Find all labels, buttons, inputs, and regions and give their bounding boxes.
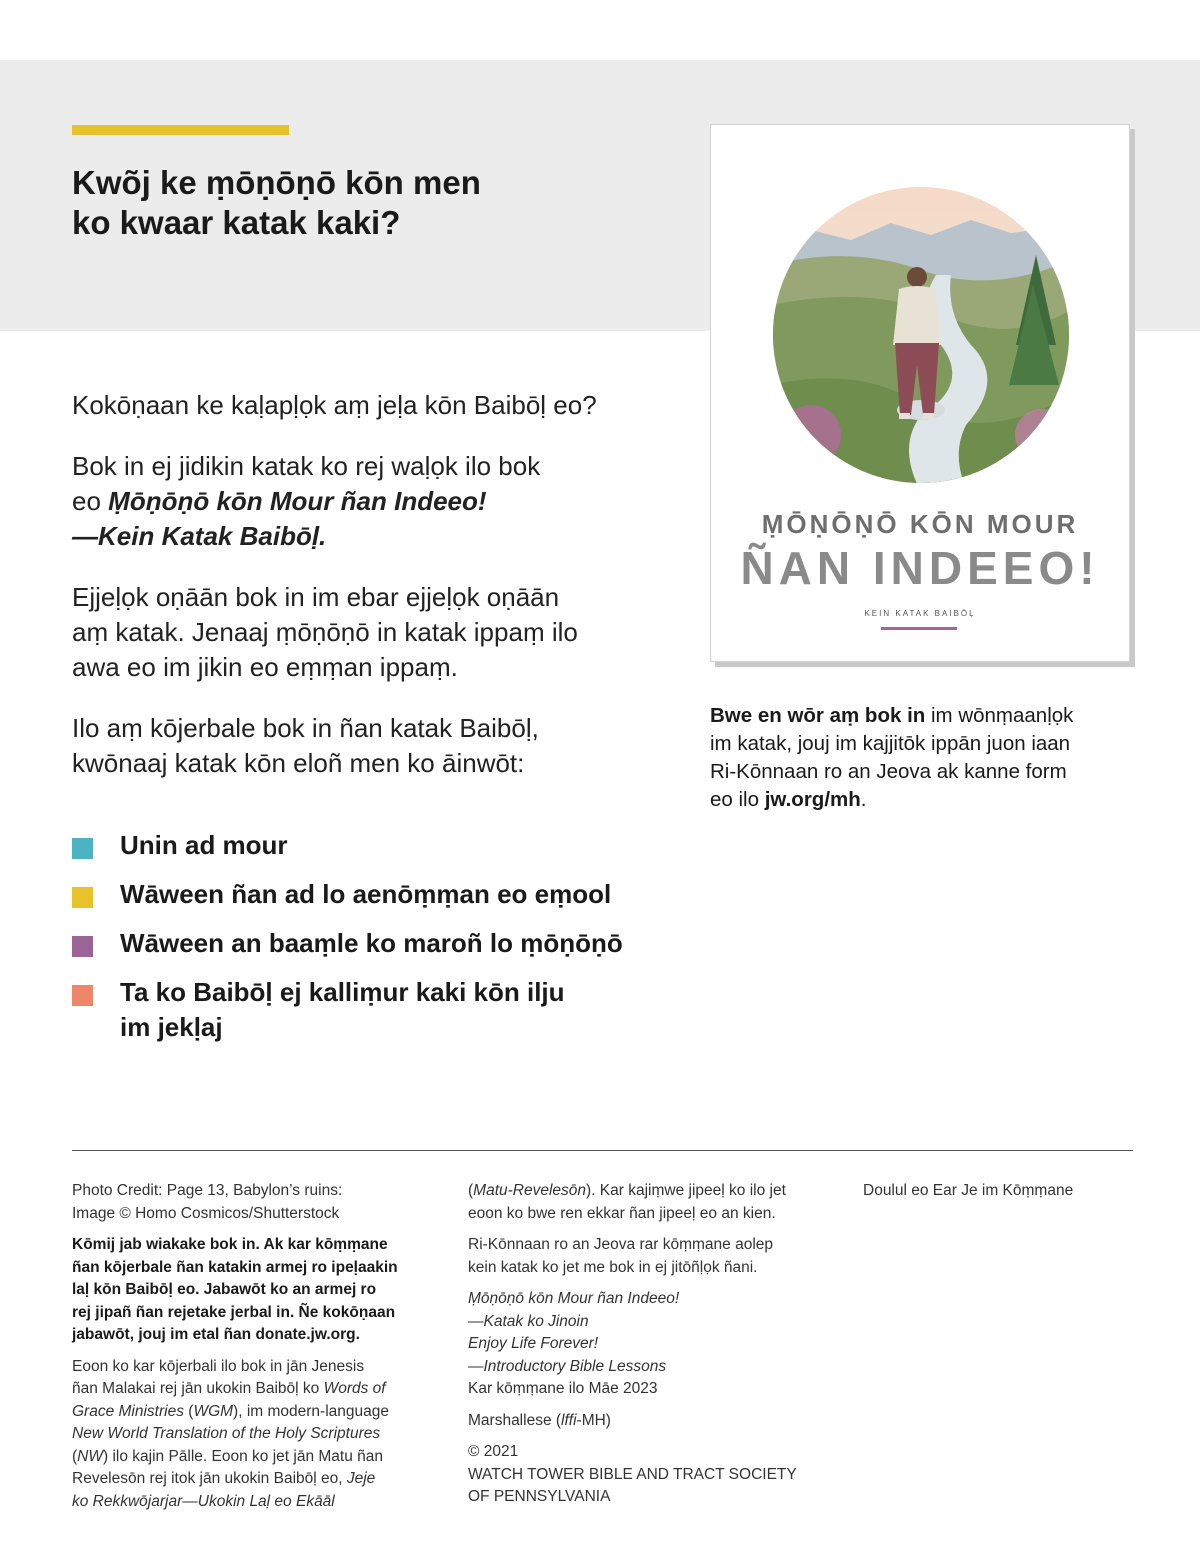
text-run: WGM [193, 1402, 234, 1420]
text-run: Revelesōn rej itok jān ukokin Baibōḷ eo, [72, 1470, 347, 1487]
translation-line: New World Translation of the Holy Scriptures [72, 1425, 381, 1442]
list-item [72, 877, 672, 912]
text-run: Matu-Revelesōn [473, 1182, 587, 1199]
text-run: Words of [323, 1380, 386, 1397]
book-subtitle: —Kein Katak Baibōḷ. [72, 521, 327, 551]
yellow-square-icon [72, 887, 93, 908]
footer-divider [72, 1150, 1133, 1151]
intro-line: Bok in ej jidikin katak ko rej waḷọk ilo bok [72, 451, 541, 481]
list-item [72, 926, 672, 961]
intro-line [72, 484, 672, 519]
cta-suffix: . [860, 788, 867, 811]
cta-line [710, 702, 1130, 730]
translation-line [72, 1468, 442, 1491]
footer-line: —Katak ko Jinoin [468, 1312, 589, 1330]
copyright [468, 1441, 838, 1509]
donation-line: Kōmij jab wiakake bok in. Ak kar kōṃṃane [72, 1236, 388, 1253]
cta-line [710, 786, 1130, 814]
publisher-note [468, 1234, 838, 1279]
footer-column-3 [863, 1180, 1143, 1212]
coral-square-icon [72, 985, 93, 1006]
footer-line: eoon ko bwe ren ekkar ñan jipeeḷ eo an kien. [468, 1204, 776, 1222]
request-text [710, 702, 1130, 814]
publisher-credit: Doulul eo Ear Je im Kōṃṃane [863, 1182, 1074, 1199]
translation-line [72, 1378, 442, 1401]
intro-line: kwōnaaj katak kōn eloñ men ko āinwōt: [72, 748, 525, 778]
intro-line: Ilo aṃ kōjerbale bok in ñan katak Baibōḷ, [72, 713, 539, 743]
intro-free-paragraph [72, 580, 672, 685]
footer-line: © 2021 [468, 1443, 519, 1460]
footer-column-1 [72, 1180, 442, 1522]
translation-note-cont [468, 1180, 838, 1225]
text-run: NW [77, 1447, 103, 1465]
footer-line: WATCH TOWER BIBLE AND TRACT SOCIETY [468, 1465, 797, 1483]
language-info [468, 1410, 838, 1433]
title-line: Kwõj ke ṃōṇōṇō kōn men [72, 164, 481, 201]
translation-line [72, 1446, 442, 1469]
footer-line: —Introductory Bible Lessons [468, 1357, 667, 1375]
footer-line [468, 1180, 838, 1203]
intro-line: Ejjeḷọk oṇāān bok in im ebar ejjeḷọk oṇāān [72, 582, 560, 612]
cover-title-line1: ṂŌṆŌṆŌ KŌN MOUR [761, 509, 1079, 539]
list-item [72, 975, 672, 1045]
teal-square-icon [72, 838, 93, 859]
translation-line: Eoon ko kar kōjerbali ilo bok in jān Jenesis [72, 1357, 365, 1375]
topic-label: im jekḷaj [120, 1012, 223, 1042]
topic-label: Ta ko Baibōḷ ej kalliṃur kaki kōn ilju [120, 977, 565, 1007]
footer-line: kein katak ko jet me bok in ej jitōñḷọk ñani. [468, 1258, 758, 1276]
photo-credit [72, 1180, 442, 1225]
text-run: ), im modern-language [233, 1402, 389, 1420]
topic-list [72, 828, 672, 1059]
book-title: Ṃōṇōṇō kōn Mour ñan Indeeo! [108, 486, 487, 516]
footer-line: Ri-Kōnnaan ro an Jeova rar kōṃṃane aolep [468, 1236, 774, 1253]
topic-label: Unin ad mour [120, 830, 288, 860]
page-title [72, 163, 672, 243]
text-run: -MH) [576, 1411, 611, 1429]
footer-line: Enjoy Life Forever! [468, 1335, 599, 1352]
text-run: ). Kar kajiṃwe jipeeḷ ko ilo jet [586, 1182, 786, 1199]
text-run: ñan Malakai rej jān ukokin Baibōḷ ko [72, 1380, 324, 1397]
cover-rule [881, 627, 957, 630]
list-item [72, 828, 672, 863]
credit-line: Photo Credit: Page 13, Babylon’s ruins: [72, 1182, 343, 1199]
text-run: Jeje [346, 1470, 376, 1487]
text-run: ( [468, 1182, 474, 1199]
cta-prefix: eo ilo [710, 788, 765, 811]
cta-line: Ri-Kōnnaan ro an Jeova ak kanne form [710, 760, 1067, 783]
book-cover [710, 124, 1130, 662]
purple-square-icon [72, 936, 93, 957]
footer-column-2 [468, 1180, 838, 1518]
intro-question: Kokōṇaan ke kaḷapḷọk aṃ jeḷa kōn Baibōḷ eo? [72, 390, 597, 420]
cover-subtitle: KEIN KATAK BAIBŌḶ [864, 609, 976, 618]
intro-line: aṃ katak. Jenaaj ṃōṇōṇō in katak ippaṃ ilo [72, 617, 578, 647]
donation-line: jabawōt, jouj im etal ñan donate.jw.org. [72, 1326, 360, 1343]
text-run: ) ilo kajin Pālle. Eoon ko jet jān Matu ñan [103, 1447, 384, 1465]
publication-info [468, 1288, 838, 1401]
translation-note [72, 1356, 442, 1514]
donation-line: rej jipañ ñan rejetake jerbal in. Ñe kokōṇaan [72, 1303, 396, 1321]
credit-line: Image © Homo Cosmicos/Shutterstock [72, 1204, 340, 1222]
footer-line: Kar kōṃṃane ilo Māe 2023 [468, 1380, 658, 1397]
cta-rest: im wōnṃaanḷọk [925, 704, 1074, 727]
cta-line: im katak, jouj im kajjitōk ippān juon iaan [710, 732, 1071, 755]
topic-label: Wāween an baaṃle ko maroñ lo ṃōṇōṇō [120, 928, 623, 958]
translation-line: ko Rekkwōjarjar—Ukokin Laḷ eo Ekāāl [72, 1492, 335, 1510]
intro-book-paragraph [72, 449, 672, 554]
text-run: Grace Ministries [72, 1402, 184, 1420]
title-line: ko kwaar katak kaki? [72, 204, 401, 241]
text-run: lffi [561, 1411, 577, 1429]
intro-learn-paragraph [72, 711, 672, 781]
cover-title-line2: ÑAN INDEEO! [740, 542, 1100, 594]
cover-illustration [771, 185, 1071, 515]
text-run: ( [183, 1402, 194, 1420]
footer-line: OF PENNSYLVANIA [468, 1488, 611, 1505]
intro-line: awa eo im jikin eo eṃṃan ippaṃ. [72, 652, 458, 682]
intro-prefix: eo [72, 486, 109, 516]
topic-label: Wāween ñan ad lo aenōṃṃan eo eṃool [120, 879, 612, 909]
text-run: Marshallese ( [468, 1411, 562, 1429]
intro-text [72, 388, 672, 807]
website-link[interactable]: jw.org/mh [764, 788, 861, 811]
text-run: ( [72, 1447, 78, 1465]
cta-bold: Bwe en wōr aṃ bok in [710, 704, 926, 727]
donation-note [72, 1234, 442, 1347]
footer-line [468, 1410, 838, 1433]
footer-line: Ṃōṇōṇō kōn Mour ñan Indeeo! [468, 1290, 680, 1307]
donation-line: ñan kōjerbale ñan katakin armej ro ipeḷaakin [72, 1258, 398, 1276]
donation-line: laḷ kōn Baibōḷ eo. Jabawōt ko an armej ro [72, 1281, 377, 1298]
translation-line [72, 1401, 442, 1424]
accent-bar [72, 125, 289, 135]
